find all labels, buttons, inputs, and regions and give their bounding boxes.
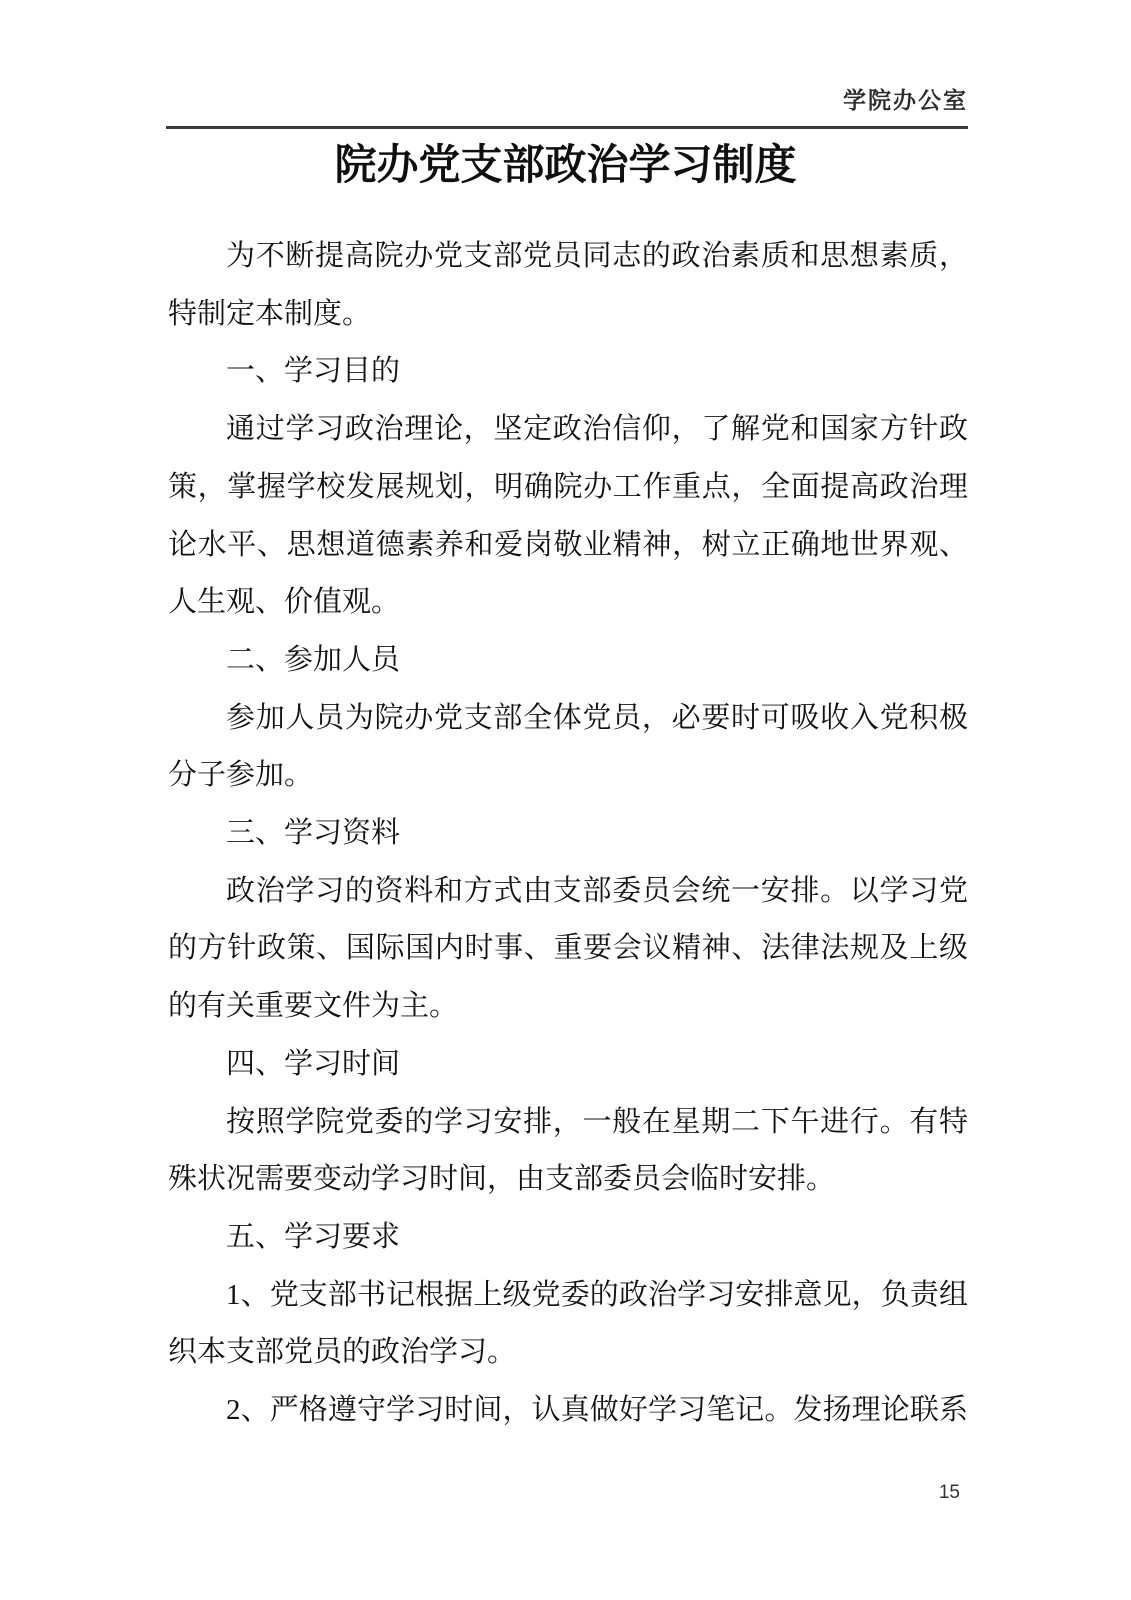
section-1-paragraph: 通过学习政治理论，坚定政治信仰，了解党和国家方针政策，掌握学校发展规划，明确院办工作重点，全面提高政治理论水平、思想道德素养和爱岗敬业精神，树立正确地世界观、人生观、价值观。 — [168, 413, 968, 619]
section-3-heading: 三、学习资料 — [226, 817, 401, 850]
section-4-paragraph: 按照学院党委的学习安排，一般在星期二下午进行。有特殊状况需要变动学习时间，由支部委员会临时安排。 — [168, 1105, 968, 1196]
section-4-heading: 四、学习时间 — [226, 1047, 401, 1080]
section-5-item-1-paragraph: 1、党支部书记根据上级党委的政治学习安排意见，负责组织本支部党员的政治学习。 — [168, 1278, 968, 1369]
page-header — [166, 88, 968, 113]
section-5-item-2-paragraph: 2、严格遵守学习时间，认真做好学习笔记。发扬理论联系 — [226, 1394, 968, 1427]
header-office-label: 学院办公室 — [843, 87, 968, 113]
section-2-paragraph: 参加人员为院办党支部全体党员，必要时可吸收入党积极分子参加。 — [168, 701, 968, 792]
section-5-heading: 五、学习要求 — [226, 1220, 401, 1253]
header-rule — [166, 126, 968, 129]
page-number: 15 — [938, 1482, 960, 1503]
intro-paragraph: 为不断提高院办党支部党员同志的政治素质和思想素质，特制定本制度。 — [168, 240, 968, 330]
document-title: 院办党支部政治学习制度 — [334, 141, 797, 188]
section-3-paragraph: 政治学习的资料和方式由支部委员会统一安排。以学习党的方针政策、国际国内时事、重要会议精神、法律法规及上级的有关重要文件为主。 — [168, 874, 968, 1023]
document-body — [168, 228, 968, 1440]
section-1-heading: 一、学习目的 — [226, 355, 401, 388]
section-2-heading: 二、参加人员 — [226, 643, 401, 676]
